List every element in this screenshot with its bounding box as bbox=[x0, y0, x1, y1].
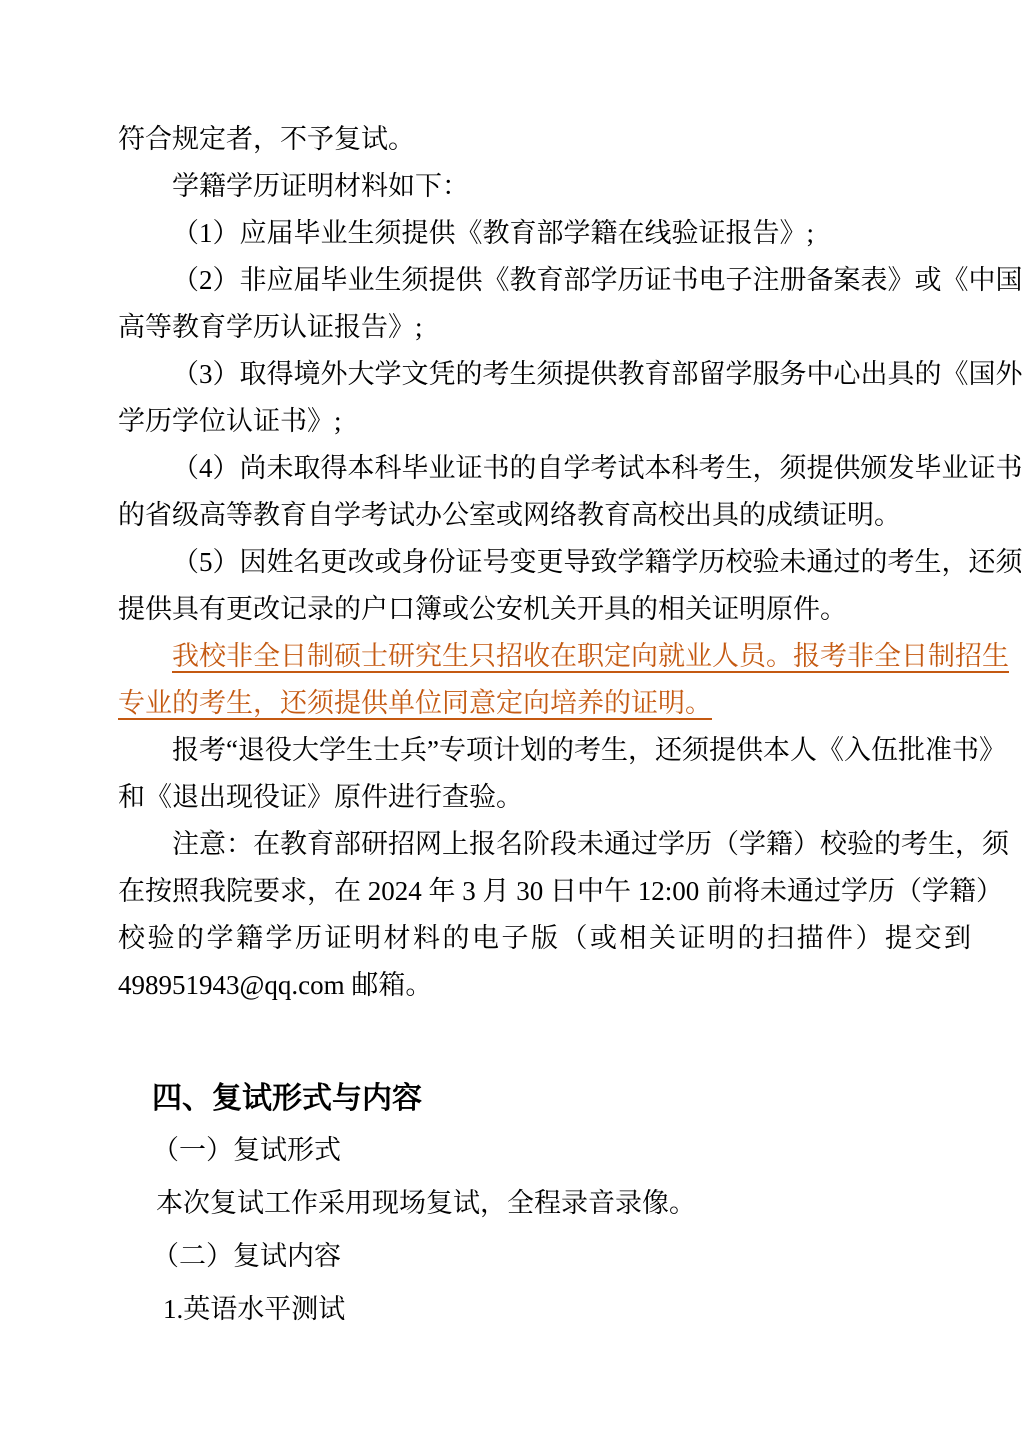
text-line: （2）非应届毕业生须提供《教育部学历证书电子注册备案表》或《中国 bbox=[172, 265, 1023, 295]
text-line: （1）应届毕业生须提供《教育部学籍在线验证报告》; bbox=[172, 218, 815, 248]
text-line: 本次复试工作采用现场复试，全程录音录像。 bbox=[156, 1188, 696, 1218]
text-line: 我校非全日制硕士研究生只招收在职定向就业人员。报考非全日制招生 bbox=[172, 641, 1009, 671]
text-line: 符合规定者，不予复试。 bbox=[118, 124, 415, 154]
text-line: 专业的考生，还须提供单位同意定向培养的证明。 bbox=[118, 688, 712, 718]
text-line: 1.英语水平测试 bbox=[163, 1294, 346, 1324]
text-line: 498951943@qq.com 邮箱。 bbox=[118, 970, 433, 1000]
text-line: （5）因姓名更改或身份证号变更导致学籍学历校验未通过的考生，还须 bbox=[172, 547, 1023, 577]
text-line: （一）复试形式 bbox=[152, 1135, 341, 1165]
text-line: 高等教育学历认证报告》; bbox=[118, 312, 423, 342]
text-line: 提供具有更改记录的户口簿或公安机关开具的相关证明原件。 bbox=[118, 594, 847, 624]
text-line: 学籍学历证明材料如下： bbox=[172, 171, 469, 201]
text-line: （二）复试内容 bbox=[152, 1241, 341, 1271]
text-line: 学历学位认证书》; bbox=[118, 406, 342, 436]
section-heading: 四、复试形式与内容 bbox=[152, 1082, 422, 1115]
text-line: 报考“退役大学生士兵”专项计划的考生，还须提供本人《入伍批准书》 bbox=[172, 735, 1006, 765]
text-line: 和《退出现役证》原件进行查验。 bbox=[118, 782, 523, 812]
text-line: 校验的学籍学历证明材料的电子版（或相关证明的扫描件）提交到 bbox=[118, 923, 974, 953]
text-line: 注意：在教育部研招网上报名阶段未通过学历（学籍）校验的考生，须 bbox=[172, 829, 1009, 859]
text-line: 在按照我院要求，在 2024 年 3 月 30 日中午 12:00 前将未通过学历（学籍） bbox=[118, 876, 1004, 906]
text-line: （4）尚未取得本科毕业证书的自学考试本科考生，须提供颁发毕业证书 bbox=[172, 453, 1023, 483]
document-body bbox=[118, 116, 1023, 1009]
text-line: （3）取得境外大学文凭的考生须提供教育部留学服务中心出具的《国外 bbox=[172, 359, 1023, 389]
text-line: 的省级高等教育自学考试办公室或网络教育高校出具的成绩证明。 bbox=[118, 500, 901, 530]
section-content bbox=[118, 1124, 910, 1336]
